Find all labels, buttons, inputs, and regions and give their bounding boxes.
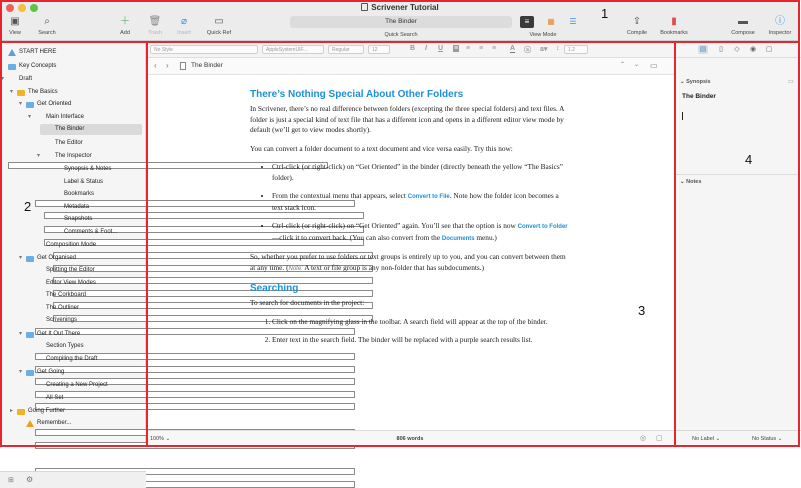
folder-icon [26,370,34,376]
binder-item-label: Editor View Modes [46,280,96,286]
compile-button[interactable]: ⇪ Compile [624,15,650,41]
bookmarks-button[interactable]: ▮ Bookmarks [656,15,692,41]
font-weight-select[interactable]: Regular [328,45,364,54]
snapshot-tab-icon[interactable]: ◉ [749,46,757,53]
binder-item[interactable] [35,380,140,391]
binder-item[interactable] [35,341,140,352]
folder-icon [26,256,34,262]
binder-item[interactable] [53,189,140,200]
editor-text[interactable] [250,88,570,354]
add-button[interactable]: ＋ Add [114,15,136,41]
binder-item-label: Get Oriented [37,101,72,107]
text-color-button[interactable]: A [510,45,516,52]
paragraph [250,252,570,274]
justify-button[interactable]: ≡ [492,45,497,52]
plus-icon: ＋ [120,16,130,27]
binder-item[interactable] [53,164,140,175]
search-icon: ⌕ [44,16,50,27]
divider [676,174,800,175]
binder-item-label: The Basics [28,89,58,95]
search-button[interactable]: ⌕ Search [34,15,60,41]
bold-button[interactable]: B [410,45,416,52]
binder-item-label: Comments & Foot... [64,229,118,235]
editor-header [146,58,674,75]
text: From the contextual menu that appears, select [272,191,408,200]
binder-item-label: Bookmarks [64,191,95,197]
sidebar-icon: ▣ [10,16,20,27]
inspector-tabs [676,41,801,58]
binder-item-label: Snapshots [64,216,93,222]
paragraph: You can convert a folder document to a text document and vice versa easily. Try this now: [250,143,513,153]
paragraph: In Scrivener, there’s no real difference between folders (excepting the three special folders) and text files. A folder is just a special kind of text file that has a different icon and opens in a different editor view mode by default (we’ll get to view modes shortly). [250,104,565,134]
binder-item-label: Get Organised [37,255,77,261]
binder-item[interactable] [35,278,140,289]
notes-header[interactable]: ⌄ Notes [680,179,702,185]
project-icon [361,3,368,11]
binder-item[interactable] [19,99,140,110]
align-center-button[interactable]: ≡ [466,45,471,52]
toolbar [0,0,800,41]
view-mode-document-button[interactable]: ≡ [520,16,534,28]
zoom-value: 100% [150,436,165,442]
binder-item[interactable] [10,87,140,98]
binder-item-label: The Corkboard [46,292,87,298]
chevron-down-icon[interactable]: ▾ [10,89,14,95]
binder-item[interactable] [53,177,140,188]
synopsis-text-area[interactable] [676,103,800,175]
synopsis-header[interactable]: ⌄ Synopsis [680,79,711,85]
quick-ref-icon: ▭ [214,16,224,27]
synopsis-label: Synopsis [686,79,711,85]
image-icon[interactable]: ▭ [788,79,794,85]
annotation-number-1: 1 [601,6,609,21]
zoom-select[interactable]: 100% ⌄ [150,436,171,442]
chevron-down-icon[interactable]: ▾ [28,114,32,120]
chevron-down-icon[interactable]: ▾ [19,101,23,107]
back-arrow-icon[interactable]: ‹ [154,61,157,70]
binder-item[interactable] [19,329,140,340]
binder-item[interactable] [10,406,140,417]
word-count: 806 words [396,436,424,442]
underline-button[interactable]: U [438,45,444,52]
inspector-button[interactable]: ⓘ Inspector [764,15,796,41]
binder-item-label: Metadata [64,204,90,210]
text: So, whether you prefer to use folders or text groups is entirely up to you, and you can convert between them at any time. ( [250,252,566,272]
chevron-down-icon[interactable]: ▾ [19,255,23,261]
annotation-number-4: 4 [745,152,753,167]
text: menu.) [474,232,497,242]
editor-header-title: The Binder [191,62,223,69]
line-spacing-icon: ↕ [556,45,560,52]
gear-icon[interactable]: ⚙ [26,475,34,484]
comments-tab-icon[interactable]: ▢ [765,46,773,53]
binder-item[interactable] [44,138,140,149]
split-editor-icon[interactable]: ▭ [650,61,658,70]
align-right-button[interactable]: ≡ [479,45,484,52]
paperclip-icon: ⌀ [180,16,188,27]
heading-searching: Searching [250,283,299,294]
trash-icon: 🗑 [148,16,162,27]
quick-search-label: Quick Search [384,32,418,38]
format-bar [146,41,674,58]
convert-to-file-link[interactable]: Convert to File [407,194,450,200]
binder-footer [0,471,146,488]
documents-link[interactable]: Documents [441,235,475,242]
compile-icon: ⇪ [632,16,642,27]
binder-item-label: Key Concepts [19,63,57,69]
editor-footer [146,430,674,447]
binder-item[interactable] [19,253,140,264]
numbered-list [272,317,570,346]
line-spacing-select[interactable]: 1.2 [564,45,588,54]
chevron-down-icon[interactable]: ▾ [37,153,41,159]
quick-search-field[interactable]: The Binder [290,16,512,28]
list-item: 1. Click on the magnifying glass in the toolbar. A search field will appear at the top of the binder. [272,317,570,328]
target-icon[interactable]: ◎ [640,435,647,442]
document-icon [180,62,186,70]
binder-item[interactable] [35,265,140,276]
convert-to-folder-link[interactable]: Convert to Folder [517,224,568,230]
binder-item-label: Get It Out There [37,331,81,337]
binder-item-label: Draft [19,76,33,82]
warning-icon [26,420,34,427]
binder-item[interactable] [26,418,140,429]
binder-item-label: All Set [46,395,64,401]
status-value: No Status [752,436,777,442]
binder-item-label: Section Types [46,343,84,349]
list-item [272,221,570,244]
font-size-select[interactable]: 12 [368,45,390,54]
binder-item-label: Remember... [37,420,72,426]
binder-item-label: Label & Status [64,179,104,185]
binder-item-label: Get Going [37,369,65,375]
italic-button[interactable]: I [425,45,427,52]
view-mode-label: View Mode [529,32,557,38]
binder-item[interactable] [40,124,142,135]
style-select[interactable]: No Style [150,45,258,54]
inspector-footer [676,430,801,447]
compose-icon: ▬ [738,16,748,27]
chevron-down-icon[interactable]: ▾ [19,369,23,375]
binder-item-label: Scrivenings [46,317,78,323]
align-left-button[interactable]: ≡ [454,45,459,52]
text-cursor [682,112,683,120]
binder-item[interactable] [35,303,140,314]
binder-item[interactable] [35,290,140,301]
label-select[interactable]: No Label ⌄ [692,436,721,442]
binder-item-label: Synopsis & Notes [64,166,112,172]
notes-tab-icon[interactable]: ▤ [699,46,707,53]
binder-item[interactable] [35,354,140,365]
key-concepts-icon [8,64,16,70]
status-select[interactable]: No Status ⌄ [752,436,783,442]
binder-item[interactable] [53,227,140,238]
binder-item-label: The Outliner [46,305,80,311]
label-value: No Label [692,436,715,442]
binder-item[interactable] [35,315,140,326]
compose-button[interactable]: ▬ Compose [728,15,758,41]
up-arrow-icon[interactable]: ⌃ [620,62,626,68]
text: Ctrl-click (or right-click) on “Get Oriented” again. You’ll see that the option is now [272,221,518,230]
binder-item[interactable] [8,61,140,72]
add-folder-icon[interactable]: ⊞ [8,477,14,484]
binder-item[interactable] [35,240,140,251]
highlight-button[interactable]: ⓐ [524,47,531,54]
paragraph: To search for documents in the project: [250,298,365,307]
quick-ref-button[interactable]: ▭ Quick Ref [203,15,235,41]
annotation-number-2: 2 [24,199,32,214]
info-icon: ⓘ [775,16,785,27]
binder-item-label: Main Interface [46,114,85,120]
bookmark-tab-icon[interactable]: ▯ [719,46,723,53]
binder-item-label: Going Further [28,408,66,414]
heading-other-folders: There’s Nothing Special About Other Folders [250,89,464,100]
chevron-down-icon[interactable]: ▾ [1,76,5,82]
binder-item-label: Composition Mode [46,242,97,248]
binder-item-label: Compiling the Draft [46,356,98,362]
note-label: Note: [288,265,303,272]
binder-item[interactable] [19,367,140,378]
binder-item-label: The Editor [55,140,83,146]
binder-item[interactable] [37,151,140,162]
window-title: Scrivener Tutorial [0,3,800,12]
binder-item[interactable] [35,393,140,404]
text: A text or file group is any non-folder that has subdocuments.) [302,262,485,272]
binder-item-label: The Binder [55,126,85,132]
inspector [675,41,800,447]
binder [0,41,146,484]
chevron-right-icon[interactable]: ▸ [10,408,14,414]
list-item: 2. Enter text in the search field. The binder will be replaced with a purple search results list. [272,335,570,346]
binder-item[interactable] [28,112,140,123]
annotation-number-3: 3 [638,303,646,318]
insert-button[interactable]: ⌀ Insert [172,15,196,41]
binder-item-label: Splitting the Editor [46,267,95,273]
notes-text-area[interactable] [676,189,800,429]
binder-item[interactable] [1,74,140,85]
binder-item[interactable] [53,202,140,213]
view-button[interactable]: ▣ View [4,15,26,41]
chevron-down-icon[interactable]: ▾ [19,331,23,337]
list-item [272,191,570,213]
start-here-icon [8,49,16,56]
text: —click it to convert back. (You can also convert from the [272,232,442,242]
font-select[interactable]: AppleSystemUIF... [262,45,324,54]
view-mode-corkboard-button[interactable]: ▦ [547,17,555,26]
binder-item-label: The Inspector [55,153,92,159]
trash-button[interactable]: 🗑 Trash [145,15,165,41]
metadata-tab-icon[interactable]: ◇ [734,46,740,53]
folder-icon [17,90,25,96]
notes-label: Notes [686,179,702,185]
folder-icon [26,102,34,108]
folder-icon [26,332,34,338]
comment-icon[interactable]: ▢ [656,435,663,442]
list-button[interactable]: a▾ [540,46,548,53]
bullet-list [272,162,570,244]
list-item: • Ctrl-click (or right-click) on “Get Oriented” in the binder (directly beneath the yellow “The Basics” folder). [272,162,570,183]
down-arrow-icon[interactable]: ⌄ [634,62,640,68]
synopsis-title: The Binder [682,93,716,100]
bookmark-icon: ▮ [671,16,677,27]
binder-item[interactable] [8,47,140,58]
binder-item-label: Creating a New Project [46,382,108,388]
folder-icon [17,409,25,415]
binder-item[interactable] [53,214,140,225]
forward-arrow-icon[interactable]: › [166,61,169,70]
view-mode-outliner-button[interactable]: ☰ [569,17,577,26]
text: . Note how the folder icon becomes a text stack icon. [272,191,559,212]
binder-item-label: START HERE [19,49,57,55]
